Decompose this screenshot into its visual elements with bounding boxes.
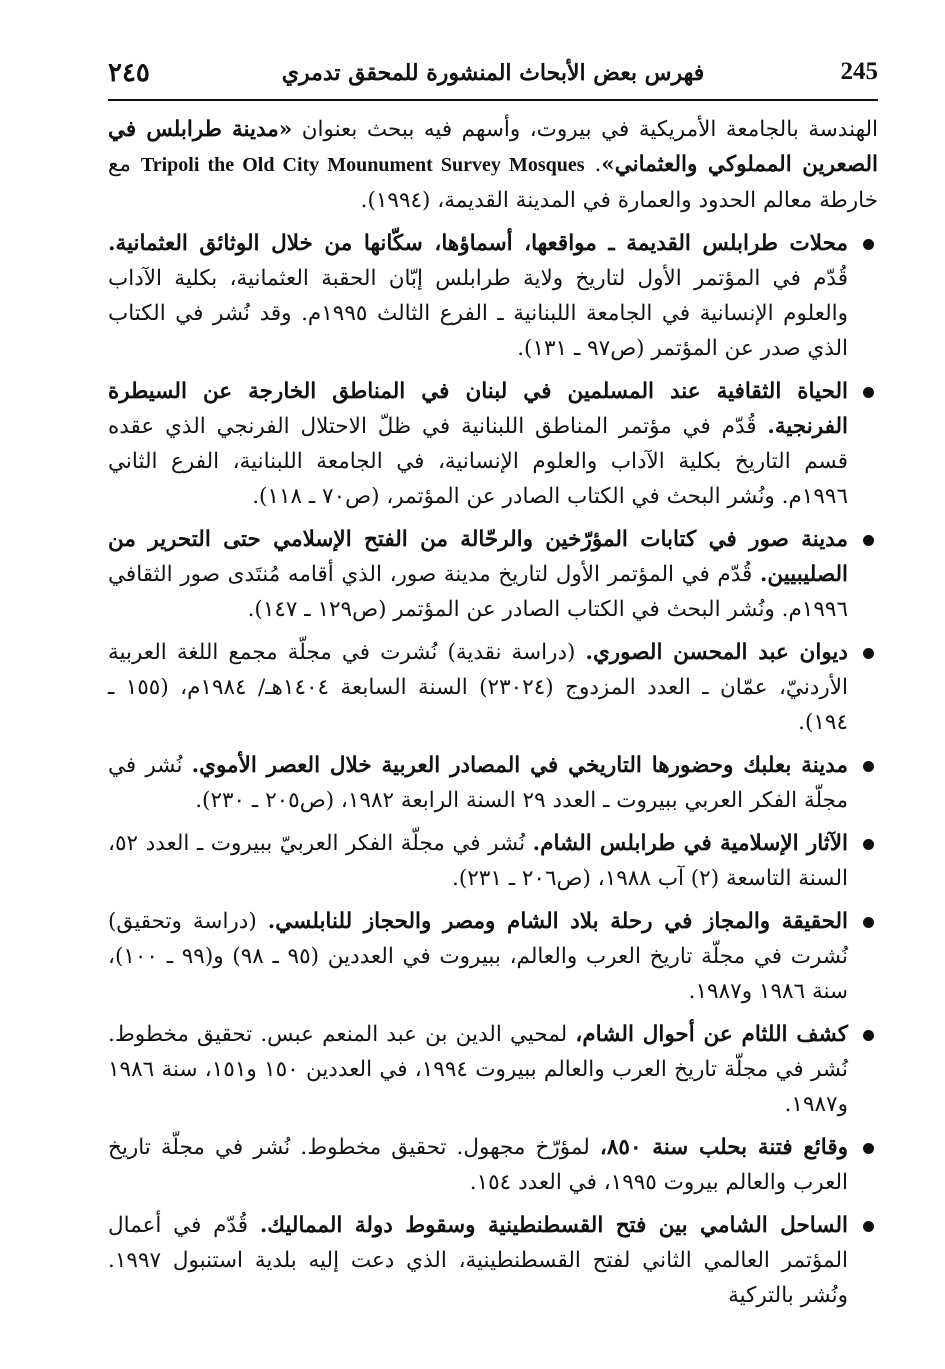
- entry-title: ديوان عبد المحسن الصوري.: [585, 640, 848, 665]
- entry-body: لمؤرّخ مجهول. تحقيق مخطوط. نُشر في مجلّة تاريخ العرب والعالم بيروت ١٩٩٥، في العدد ١٥٤.: [108, 1135, 848, 1195]
- list-item: [108, 226, 878, 366]
- entry-body: لمحيي الدين بن عبد المنعم عبس. تحقيق مخطوط. نُشر في مجلّة تاريخ العرب والعالم ببيروت ١٩٩٤، في العددين ١٥٠ و١٥١، سنة ١٩٨٦ و١٩٨٧.: [108, 1022, 849, 1117]
- entry-title: كشف اللثام عن أحوال الشام،: [575, 1022, 848, 1047]
- entry-body: قُدّم في أعمال المؤتمر العالمي الثاني لفتح القسطنطينية، الذي دعت إليه بلدية استنبول ١٩٩٧. ونُشر بالتركية: [108, 1213, 848, 1308]
- entry-title: مدينة بعلبك وحضورها التاريخي في المصادر العربية خلال العصر الأموي.: [191, 753, 848, 778]
- bullet-icon: [863, 839, 874, 850]
- list-item: [108, 748, 878, 818]
- entry-body: قُدّم في المؤتمر الأول لتاريخ مدينة صور، الذي أقامه مُنتَدى صور الثقافي ١٩٩٦م. ونُشر البحث في الكتاب الصادر عن المؤتمر (ص١٢٩ ـ ١٤٧).: [108, 562, 848, 622]
- entry-title: الساحل الشامي بين فتح القسطنطينية وسقوط دولة المماليك.: [259, 1213, 849, 1238]
- list-item: [108, 826, 878, 896]
- entry-title: محلات طرابلس القديمة ـ مواقعها، أسماؤها، سكّانها من خلال الوثائق العثمانية.: [108, 231, 848, 256]
- entry-body: (دراسة نقدية) نُشرت في مجلّة مجمع اللغة العربية الأردنيّ، عمّان ـ العدد المزدوج (٢٣٠٢٤) السنة السابعة ١٤٠٤هـ/ ١٩٨٤م، (١٥٥ ـ ١٩٤).: [108, 640, 848, 735]
- page-number-latin: 245: [840, 58, 878, 85]
- bullet-icon: [863, 1030, 874, 1041]
- entry-title: الحقيقة والمجاز في رحلة بلاد الشام ومصر والحجاز للنابلسي.: [267, 909, 848, 934]
- entry-body: قُدّم في مؤتمر المناطق اللبنانية في ظلّ الاحتلال الفرنجي الذي عقده قسم التاريخ بكلية الآداب والعلوم الإنسانية، في الجامعة اللبنانية، الفرع الثاني ١٩٩٦م. ونُشر البحث في الكتاب الصادر عن المؤتمر، (ص٧٠ ـ ١١٨).: [108, 414, 848, 509]
- running-head-title: فهرس بعض الأبحاث المنشورة للمحقق تدمري: [281, 60, 705, 86]
- list-item: [108, 522, 878, 627]
- entry-body: (دراسة وتحقيق) نُشرت في مجلّة تاريخ العرب والعالم، ببيروت في العددين (٩٥ ـ ٩٨) و(٩٩ ـ ١٠٠)، سنة ١٩٨٦ و١٩٨٧.: [108, 909, 849, 1004]
- list-item: [108, 1017, 878, 1122]
- bullet-icon: [863, 1143, 874, 1154]
- body-text: [108, 112, 878, 1313]
- bullet-icon: [863, 535, 874, 546]
- entry-title: مدينة صور في كتابات المؤرّخين والرحّالة من الفتح الإسلامي حتى التحرير من الصليبيين.: [108, 527, 848, 587]
- list-item: [108, 904, 878, 1009]
- bullet-icon: [863, 1221, 874, 1232]
- entry-title: الحياة الثقافية عند المسلمين في لبنان في المناطق الخارجة عن السيطرة الفرنجية.: [108, 379, 848, 439]
- entry-body: نُشر في مجلّة الفكر العربيّ ببيروت ـ العدد ٥٢، السنة التاسعة (٢) آب ١٩٨٨، (ص٢٠٦ ـ ٢٣١).: [108, 831, 848, 891]
- entry-title: الآثار الإسلامية في طرابلس الشام.: [532, 831, 848, 856]
- bullet-icon: [863, 761, 874, 772]
- running-head: [108, 58, 878, 98]
- page-number-arabic: ٢٤٥: [108, 58, 150, 88]
- bullet-icon: [863, 648, 874, 659]
- intro-text-before: الهندسة بالجامعة الأمريكية في بيروت، وأسهم فيه ببحث بعنوان: [292, 117, 878, 142]
- header-rule: [108, 99, 878, 101]
- bullet-icon: [863, 917, 874, 928]
- list-item: [108, 374, 878, 514]
- entry-title: وقائع فتنة بحلب سنة ٨٥٠،: [599, 1135, 848, 1160]
- list-item: [108, 1130, 878, 1200]
- bullet-icon: [863, 239, 874, 250]
- intro-bold-title: «مدينة طرابلس في الصعرين المملوكي والعثماني»: [108, 117, 879, 177]
- list-item: [108, 1208, 878, 1313]
- list-item: [108, 635, 878, 740]
- intro-latin-title: Tripoli the Old City Mounument Survey Mosques: [140, 154, 585, 176]
- bullet-icon: [863, 387, 874, 398]
- entry-body: نُشر في مجلّة الفكر العربي ببيروت ـ العدد ٢٩ السنة الرابعة ١٩٨٢، (ص٢٠٥ ـ ٢٣٠).: [108, 753, 848, 813]
- intro-text-mid: .: [584, 152, 602, 177]
- intro-text-after: مع خارطة معالم الحدود والعمارة في المدينة القديمة، (١٩٩٤).: [108, 152, 878, 213]
- intro-paragraph: [108, 112, 878, 218]
- entry-body: قُدّم في المؤتمر الأول لتاريخ ولاية طرابلس إبّان الحقبة العثمانية، بكلية الآداب والعلوم الإنسانية في الجامعة اللبنانية ـ الفرع الثالث ١٩٩٥م. وقد نُشر في الكتاب الذي صدر عن المؤتمر (ص٩٧ ـ ١٣١).: [108, 266, 848, 361]
